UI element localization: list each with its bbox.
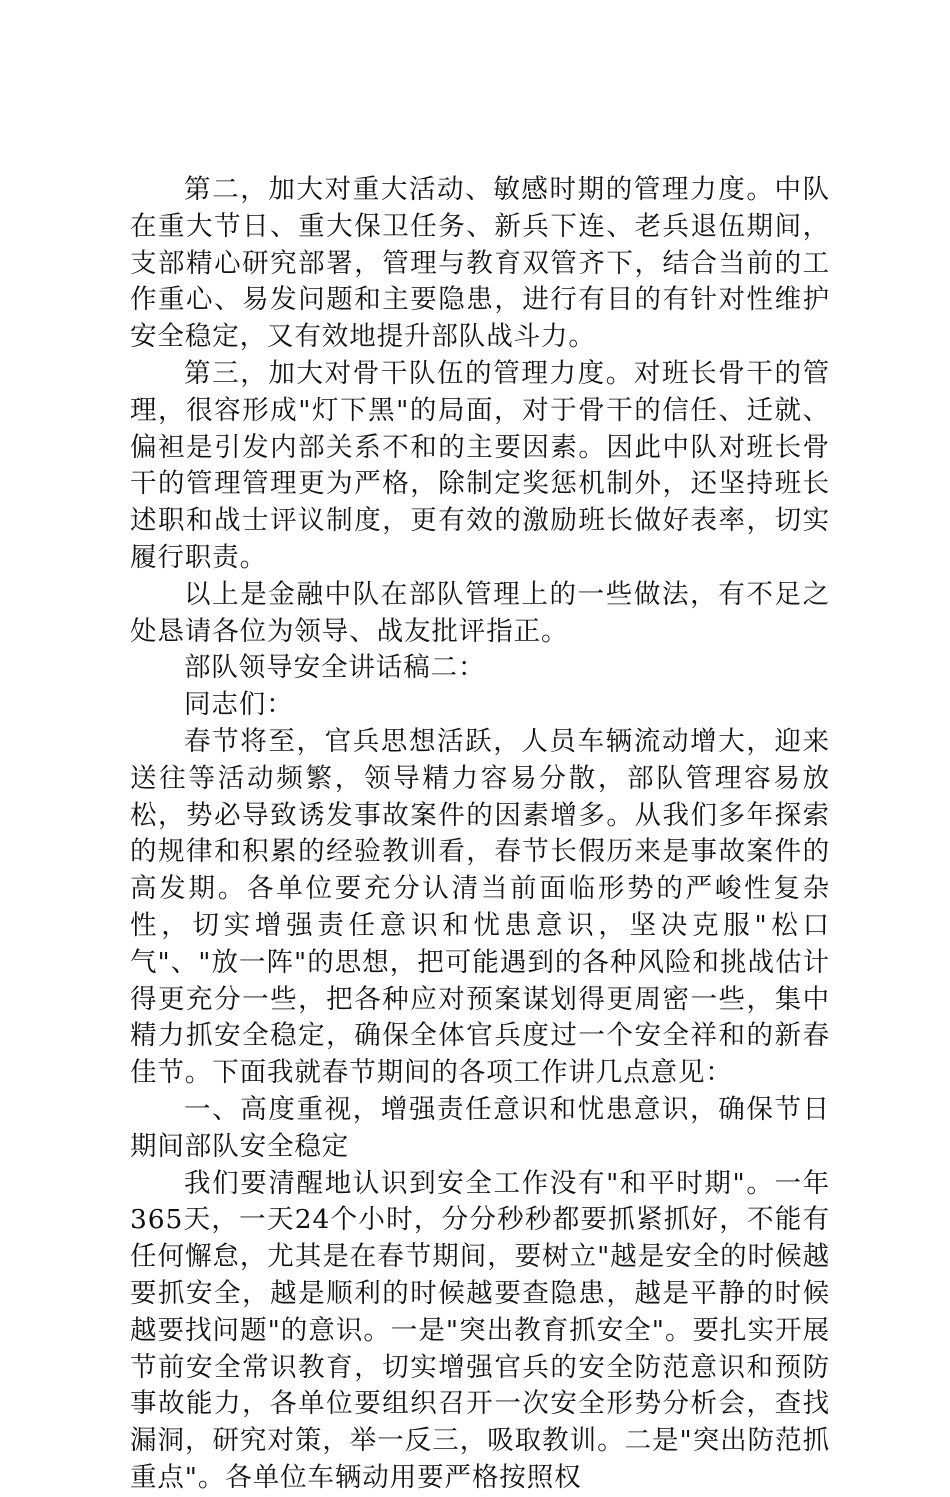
section-heading: 部队领导安全讲话稿二： (184, 652, 486, 684)
paragraph: 第二，加大对重大活动、敏感时期的管理力度。中队在重大节日、重大保卫任务、新兵下连、老兵退伍期间，支部精心研究部署，管理与教育双管齐下，结合当前的工作重心、易发问题和主要隐患，进行有目的有针对性维护安全稳定，又有效地提升部队战斗力。 (130, 174, 830, 353)
paragraph: 以上是金融中队在部队管理上的一些做法，有不足之处恳请各位为领导、战友批评指正。 (130, 578, 830, 647)
salutation: 同志们： (184, 689, 294, 721)
paragraph: 第三，加大对骨干队伍的管理力度。对班长骨干的管理，很容形成"灯下黑"的局面，对于骨干的信任、迁就、偏袒是引发内部关系不和的主要因素。因此中队对班长骨干的管理管理更为严格，除制定奖惩机制外，还坚持班长述职和战士评议制度，更有效的激励班长做好表率，切实履行职责。 (130, 357, 830, 573)
section-heading: 一、高度重视，增强责任意识和忧患意识，确保节日期间部队安全稳定 (130, 1093, 830, 1162)
paragraph: 春节将至，官兵思想活跃，人员车辆流动增大，迎来送往等活动频繁，领导精力容易分散，部队管理容易放松，势必导致诱发事故案件的因素增多。从我们多年探索的规律和积累的经验教训看，春节长假历来是事故案件的高发期。各单位要充分认清当前面临形势的严峻性复杂性，切实增强责任意识和忧患意识，坚决克服"松口气"、"放一阵"的思想，把可能遇到的各种风险和挑战估计得更充分一些，把各种应对预案谋划得更周密一些，集中精力抓安全稳定，确保全体官兵度过一个安全祥和的新春佳节。下面我就春节期间的各项工作讲几点意见： (130, 725, 830, 1089)
document-body (130, 172, 830, 1497)
paragraph: 我们要清醒地认识到安全工作没有"和平时期"。一年365天，一天24个小时，分分秒秒都要抓紧抓好，不能有任何懈怠，尤其是在春节期间，要树立"越是安全的时候越要抓安全，越是顺利的时候越要查隐患，越是平静的时候越要找问题"的意识。一是"突出教育抓安全"。要扎实开展节前安全常识教育，切实增强官兵的安全防范意识和预防事故能力，各单位要组织召开一次安全形势分析会，查找漏洞，研究对策，举一反三，吸取教训。二是"突出防范抓重点"。各单位车辆动用要严格按照权 (130, 1167, 830, 1493)
